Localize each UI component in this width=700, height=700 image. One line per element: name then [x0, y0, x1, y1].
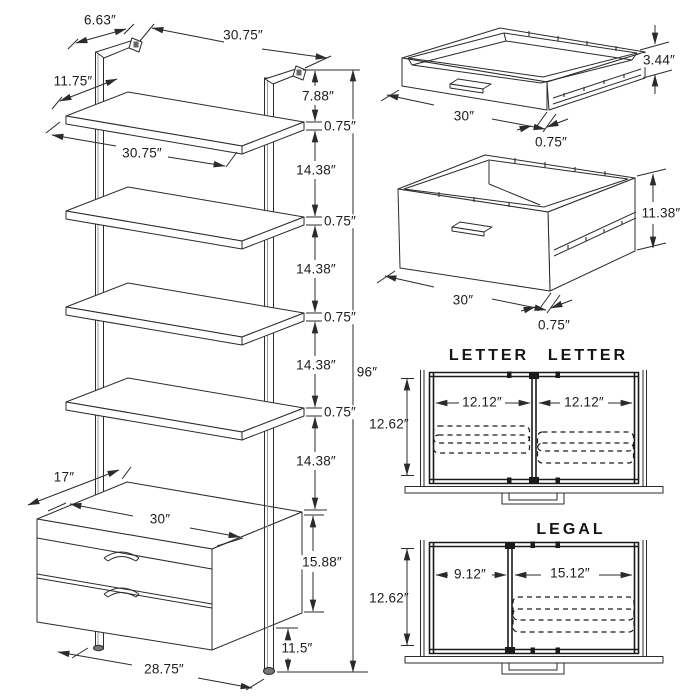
dim-top-gap: 7.88″	[301, 88, 335, 104]
dim-file-drawer-width: 30″	[452, 292, 474, 308]
letter-config-drawing	[401, 370, 663, 504]
dim-bracket-depth: 6.63″	[83, 12, 117, 28]
dim-legal-depth: 12.62″	[369, 590, 409, 606]
dim-legal-right-width: 15.12″	[550, 565, 590, 581]
small-drawer-drawing	[381, 25, 672, 132]
dim-cabinet-height: 15.88″	[302, 554, 342, 570]
dim-shelf-spacing-1: 14.38″	[296, 162, 336, 178]
dim-shelf-thickness-2: 0.75″	[323, 213, 357, 229]
label-letter-right: LETTER	[547, 347, 629, 364]
wall-bracket	[96, 38, 142, 58]
label-letter-left: LETTER	[448, 347, 530, 364]
dim-top-width: 30.75″	[223, 27, 263, 43]
dim-bracket-height: 11.75″	[53, 73, 93, 89]
dim-letter-right-width: 12.12″	[564, 394, 604, 410]
dim-shelf-thickness-4: 0.75″	[323, 404, 357, 420]
file-drawer-drawing	[377, 155, 666, 313]
dim-cabinet-width: 30″	[149, 511, 171, 527]
dim-legal-left-width: 9.12″	[453, 566, 487, 582]
dim-shelf-thickness-3: 0.75″	[323, 309, 357, 325]
dim-small-drawer-width: 30″	[453, 108, 475, 124]
dim-shelf-width: 30.75″	[122, 145, 162, 161]
dim-overall-height: 96″	[356, 364, 378, 380]
legal-config-drawing	[401, 540, 663, 674]
dim-letter-left-width: 12.12″	[462, 394, 502, 410]
dim-shelf-thickness-1: 0.75″	[323, 118, 357, 134]
dim-shelf-spacing-2: 14.38″	[296, 261, 336, 277]
dim-small-drawer-height: 3.44″	[642, 52, 676, 68]
dim-cabinet-depth: 17″	[53, 469, 75, 485]
dimension-lines	[401, 379, 632, 476]
dim-file-drawer-front-thickness: 0.75″	[537, 317, 571, 333]
dim-shelf-spacing-3: 14.38″	[296, 357, 336, 373]
dimension-lines	[401, 549, 632, 646]
label-legal: LEGAL	[536, 521, 606, 538]
wall-bracket	[265, 66, 306, 84]
dim-shelf-spacing-4: 14.38″	[296, 453, 336, 469]
dim-letter-depth: 12.62″	[369, 416, 409, 432]
dim-small-drawer-front-thickness: 0.75″	[534, 134, 568, 150]
dim-leg-clearance: 11.5″	[281, 640, 313, 656]
dim-base-width: 28.75″	[144, 661, 184, 677]
dim-file-drawer-height: 11.38″	[641, 205, 681, 221]
